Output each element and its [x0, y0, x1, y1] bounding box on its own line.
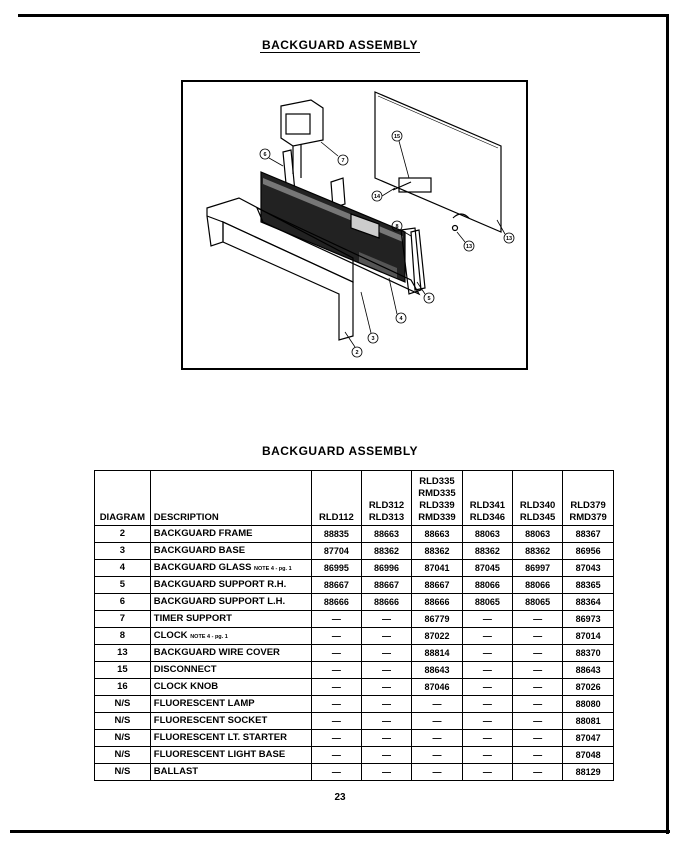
- description-text: CLOCK KNOB: [153, 681, 219, 692]
- description-text: FLUORESCENT SOCKET: [153, 715, 268, 726]
- part-number: —: [513, 611, 563, 628]
- part-number: —: [462, 662, 512, 679]
- part-number: —: [513, 713, 563, 730]
- part-number: —: [412, 747, 463, 764]
- description-text: FLUORESCENT LT. STARTER: [153, 732, 287, 743]
- description-text: TIMER SUPPORT: [153, 613, 232, 624]
- timer-support: [281, 100, 323, 146]
- part-number: 88362: [462, 543, 512, 560]
- table-row: [95, 764, 614, 781]
- diagram-number: N/S: [95, 696, 151, 713]
- page-border-bottom: [10, 830, 670, 833]
- col-header: RLD312 RLD313: [361, 471, 411, 526]
- part-number: 86779: [412, 611, 463, 628]
- part-number: —: [361, 764, 411, 781]
- part-number: 87704: [311, 543, 361, 560]
- part-description: [150, 526, 311, 543]
- part-number: 86996: [361, 560, 411, 577]
- part-number: —: [513, 696, 563, 713]
- part-number: 87046: [412, 679, 463, 696]
- part-number: 87047: [563, 730, 614, 747]
- part-number: 87041: [412, 560, 463, 577]
- callout-13b: 13: [505, 236, 513, 242]
- part-number: —: [361, 645, 411, 662]
- part-number: 86973: [563, 611, 614, 628]
- table-row: [95, 628, 614, 645]
- part-number: 88129: [563, 764, 614, 781]
- part-number: 88080: [563, 696, 614, 713]
- diagram-number: 15: [95, 662, 151, 679]
- description-text: BACKGUARD BASE: [153, 545, 246, 556]
- part-description: [150, 560, 311, 577]
- diagram-number: 6: [95, 594, 151, 611]
- part-description: [150, 713, 311, 730]
- part-number: 88364: [563, 594, 614, 611]
- part-number: —: [361, 679, 411, 696]
- exploded-diagram: [181, 80, 528, 370]
- part-number: —: [462, 713, 512, 730]
- part-number: —: [513, 645, 563, 662]
- part-number: —: [311, 611, 361, 628]
- part-number: —: [361, 747, 411, 764]
- part-description: [150, 628, 311, 645]
- part-number: 88667: [412, 577, 463, 594]
- parts-table: [94, 470, 614, 781]
- part-number: —: [462, 611, 512, 628]
- part-number: 88643: [563, 662, 614, 679]
- callout-7: 7: [341, 158, 345, 164]
- part-number: —: [361, 662, 411, 679]
- table-row: [95, 747, 614, 764]
- col-header: RLD341 RLD346: [462, 471, 512, 526]
- description-note: NOTE 4 - pg. 1: [254, 565, 292, 572]
- col-header: RLD335 RMD335 RLD339 RMD339: [412, 471, 463, 526]
- part-number: 88663: [361, 526, 411, 543]
- table-header-row: [95, 471, 614, 526]
- part-description: [150, 764, 311, 781]
- diagram-number: 2: [95, 526, 151, 543]
- part-number: —: [311, 747, 361, 764]
- part-number: 88065: [462, 594, 512, 611]
- part-number: —: [311, 679, 361, 696]
- description-text: BACKGUARD SUPPORT L.H.: [153, 596, 286, 607]
- part-number: —: [513, 730, 563, 747]
- col-header: DIAGRAM: [95, 471, 151, 526]
- description-text: CLOCK: [153, 629, 188, 641]
- part-number: 88063: [462, 526, 512, 543]
- part-number: —: [311, 662, 361, 679]
- table-row: [95, 594, 614, 611]
- part-number: —: [462, 747, 512, 764]
- part-number: —: [513, 679, 563, 696]
- callout-15: 15: [393, 134, 401, 140]
- page-border-top: [18, 14, 668, 17]
- part-description: [150, 645, 311, 662]
- table-row: [95, 713, 614, 730]
- part-number: 88362: [513, 543, 563, 560]
- part-number: 88081: [563, 713, 614, 730]
- table-row: [95, 730, 614, 747]
- part-number: —: [311, 628, 361, 645]
- part-description: [150, 730, 311, 747]
- part-number: 87014: [563, 628, 614, 645]
- description-text: FLUORESCENT LIGHT BASE: [153, 749, 286, 760]
- callout-3: 3: [371, 336, 375, 342]
- diagram-number: 7: [95, 611, 151, 628]
- description-text: BACKGUARD GLASS: [153, 561, 252, 573]
- part-number: —: [412, 713, 463, 730]
- page-title: BACKGUARD ASSEMBLY: [261, 38, 419, 52]
- part-number: —: [311, 645, 361, 662]
- part-number: —: [462, 764, 512, 781]
- part-description: [150, 696, 311, 713]
- part-number: —: [412, 730, 463, 747]
- page-border-right: [666, 14, 669, 834]
- part-number: 88370: [563, 645, 614, 662]
- diagram-number: 5: [95, 577, 151, 594]
- diagram-number: 4: [95, 560, 151, 577]
- callout-8: 8: [395, 224, 399, 230]
- part-number: 86956: [563, 543, 614, 560]
- part-number: 88643: [412, 662, 463, 679]
- part-number: 88362: [412, 543, 463, 560]
- table-row: [95, 696, 614, 713]
- col-header: RLD379 RMD379: [563, 471, 614, 526]
- part-number: 88667: [361, 577, 411, 594]
- table-row: [95, 662, 614, 679]
- description-text: BACKGUARD WIRE COVER: [153, 647, 280, 658]
- col-header: RLD112: [311, 471, 361, 526]
- part-number: —: [462, 730, 512, 747]
- part-number: —: [462, 696, 512, 713]
- callout-13a: 13: [465, 244, 473, 250]
- back-panel: [375, 92, 501, 232]
- part-number: 88814: [412, 645, 463, 662]
- callout-2: 2: [355, 350, 359, 356]
- part-number: 88666: [311, 594, 361, 611]
- page-number: 23: [334, 792, 346, 803]
- diagram-number: N/S: [95, 713, 151, 730]
- diagram-number: N/S: [95, 764, 151, 781]
- part-number: 88835: [311, 526, 361, 543]
- part-number: 88063: [513, 526, 563, 543]
- part-number: 87048: [563, 747, 614, 764]
- table-row: [95, 611, 614, 628]
- part-number: 88066: [462, 577, 512, 594]
- callout-4: 4: [399, 316, 403, 322]
- part-number: —: [361, 628, 411, 645]
- part-number: 88667: [311, 577, 361, 594]
- diagram-number: 16: [95, 679, 151, 696]
- diagram-number: 13: [95, 645, 151, 662]
- part-number: 87026: [563, 679, 614, 696]
- description-note: NOTE 4 - pg. 1: [190, 633, 228, 640]
- description-text: FLUORESCENT LAMP: [153, 698, 255, 709]
- description-text: BACKGUARD SUPPORT R.H.: [153, 579, 287, 590]
- table-row: [95, 577, 614, 594]
- part-number: 88666: [412, 594, 463, 611]
- part-number: —: [311, 696, 361, 713]
- part-number: —: [513, 662, 563, 679]
- part-number: —: [462, 645, 512, 662]
- part-number: 87043: [563, 560, 614, 577]
- part-number: 88663: [412, 526, 463, 543]
- part-description: [150, 611, 311, 628]
- part-description: [150, 662, 311, 679]
- part-number: —: [462, 679, 512, 696]
- part-description: [150, 747, 311, 764]
- part-description: [150, 543, 311, 560]
- part-number: 86995: [311, 560, 361, 577]
- part-number: 88367: [563, 526, 614, 543]
- part-number: 88365: [563, 577, 614, 594]
- callout-5: 5: [427, 296, 431, 302]
- diagram-number: N/S: [95, 730, 151, 747]
- diagram-number: 8: [95, 628, 151, 645]
- part-number: —: [462, 628, 512, 645]
- table-row: [95, 560, 614, 577]
- part-number: 86997: [513, 560, 563, 577]
- part-number: —: [311, 730, 361, 747]
- part-number: 87022: [412, 628, 463, 645]
- part-number: —: [412, 696, 463, 713]
- description-text: BACKGUARD FRAME: [153, 528, 253, 539]
- part-number: —: [513, 628, 563, 645]
- col-header: RLD340 RLD345: [513, 471, 563, 526]
- table-row: [95, 526, 614, 543]
- part-number: 88362: [361, 543, 411, 560]
- part-number: —: [311, 713, 361, 730]
- part-number: 88066: [513, 577, 563, 594]
- part-number: —: [361, 696, 411, 713]
- part-number: —: [513, 764, 563, 781]
- part-number: —: [361, 730, 411, 747]
- part-number: 88666: [361, 594, 411, 611]
- description-text: BALLAST: [153, 766, 199, 777]
- part-number: 88065: [513, 594, 563, 611]
- description-text: DISCONNECT: [153, 664, 217, 675]
- part-number: —: [361, 611, 411, 628]
- table-row: [95, 543, 614, 560]
- col-header: DESCRIPTION: [150, 471, 311, 526]
- part-number: —: [311, 764, 361, 781]
- part-number: —: [361, 713, 411, 730]
- part-number: —: [412, 764, 463, 781]
- table-row: [95, 645, 614, 662]
- diagram-number: N/S: [95, 747, 151, 764]
- table-row: [95, 679, 614, 696]
- table-title: BACKGUARD ASSEMBLY: [261, 444, 419, 458]
- part-description: [150, 679, 311, 696]
- callout-6: 6: [263, 152, 267, 158]
- part-number: —: [513, 747, 563, 764]
- part-description: [150, 577, 311, 594]
- part-description: [150, 594, 311, 611]
- diagram-number: 3: [95, 543, 151, 560]
- part-number: 87045: [462, 560, 512, 577]
- callout-14: 14: [373, 194, 381, 200]
